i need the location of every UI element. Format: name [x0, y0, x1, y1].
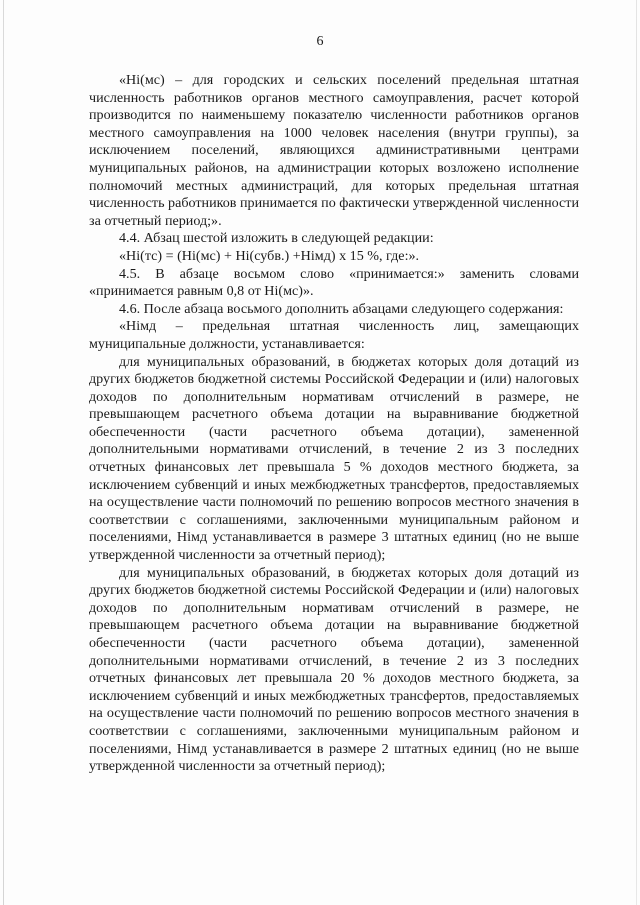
scan-edge-left: [3, 0, 4, 905]
paragraph-item-4-5: 4.5. В абзаце восьмом слово «принимается:» заменить словами «принимается равным 0,8 от Hi(мс)».: [89, 265, 579, 300]
paragraph-himd-2-units: для муниципальных образований, в бюджетах которых доля дотаций из других бюджетов бюджетной системы Российской Федерации и (или) налоговых доходов по дополнительным нормативам отчислений в размере, не превышающем расчетного объема дотации на выравнивание бюджетной обеспеченности (части расчетного объема дотации), замененной дополнительными нормативами отчислений, в течение 2 из 3 последних отчетных финансовых лет превышала 20 % доходов местного бюджета, за исключением субвенций и иных межбюджетных трансфертов, предоставляемых на осуществление части полномочий по решению вопросов местного значения в соответствии с соглашениями, заключенными муниципальным районом и поселениями, Hiмд устанавливается в размере 2 штатных единиц (но не выше утвержденной численности за отчетный период);: [89, 564, 579, 775]
scan-edge-right: [636, 0, 637, 905]
paragraph-hi-ms-definition: «Hi(мс) – для городских и сельских поселений предельная штатная численность работников органов местного самоуправления, расчет которой производится по наименьшему показателю численности работников органов местного самоуправления на 1000 человек населения (внутри группы), за исключением поселений, являющихся административными центрами муниципальных районов, на администрации которых возложено исполнение полномочий местных администраций, для которых предельная штатная численность работников принимается по фактически утвержденной численности за отчетный период;».: [89, 72, 579, 229]
paragraph-himd-definition: «Hiмд – предельная штатная численность лиц, замещающих муниципальные должности, устанавливается:: [89, 318, 579, 352]
paragraph-item-4-4: 4.4. Абзац шестой изложить в следующей редакции:: [119, 230, 434, 247]
paragraph-formula-hi-ts: «Hi(тс) = (Hi(мс) + Hi(субв.) +Hiмд) x 15 %, где:».: [119, 247, 420, 264]
paragraph-item-4-6: 4.6. После абзаца восьмого дополнить абзацами следующего содержания:: [119, 300, 564, 317]
paragraph-himd-3-units: для муниципальных образований, в бюджетах которых доля дотаций из других бюджетов бюджетной системы Российской Федерации и (или) налоговых доходов по дополнительным нормативам отчислений в размере, не превышающем расчетного объема дотации на выравнивание бюджетной обеспеченности (части расчетного объема дотации), замененной дополнительными нормативами отчислений, в течение 2 из 3 последних отчетных финансовых лет превышала 5 % доходов местного бюджета, за исключением субвенций и иных межбюджетных трансфертов, предоставляемых на осуществление части полномочий по решению вопросов местного значения в соответствии с соглашениями, заключенными муниципальным районом и поселениями, Hiмд устанавливается в размере 3 штатных единиц (но не выше утвержденной численности за отчетный период);: [89, 353, 579, 564]
document-body: [89, 72, 579, 776]
page-number: 6: [316, 34, 324, 49]
